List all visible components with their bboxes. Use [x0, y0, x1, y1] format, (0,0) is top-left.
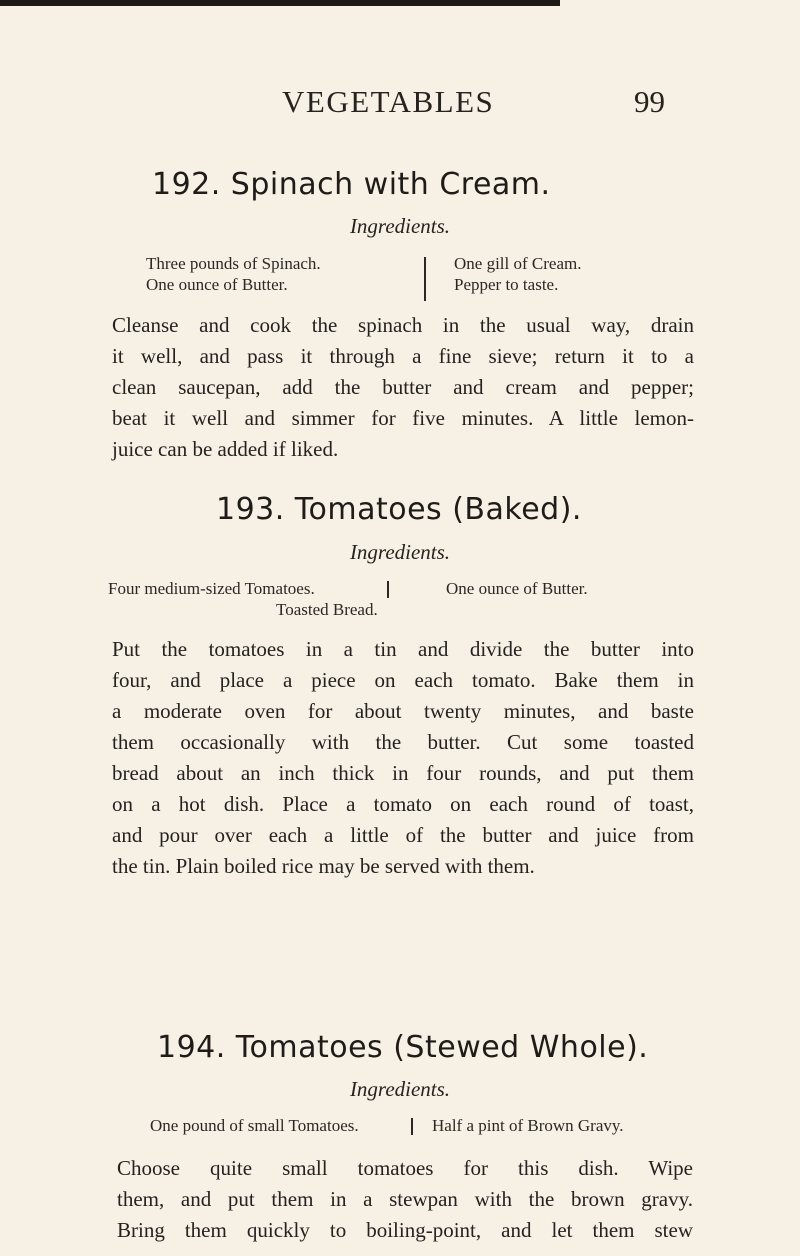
ingredients-divider — [411, 1118, 413, 1135]
text-line: it well, and pass it through a fine sieve; return it to a — [112, 344, 694, 368]
ingredient-item: Toasted Bread. — [276, 600, 378, 619]
ingredients-left-column — [146, 253, 321, 295]
ingredients-heading-194: Ingredients. — [349, 1077, 451, 1101]
ingredient-item: Four medium-sized Tomatoes. — [108, 579, 315, 598]
text-line: them, and put them in a stewpan with the brown gravy. — [117, 1187, 693, 1211]
recipe-title-194 — [0, 1030, 800, 1065]
recipe-title-192 — [0, 167, 800, 202]
method-paragraph-192 — [112, 310, 694, 465]
ingredients-center — [276, 599, 378, 620]
ingredients-right-column — [454, 253, 581, 295]
ingredients-right-column — [432, 1115, 624, 1136]
ingredient-item: One gill of Cream. — [454, 254, 582, 273]
text-line: Bring them quickly to boiling-point, and let them stew — [117, 1218, 693, 1242]
ingredient-item: One ounce of Butter. — [446, 579, 588, 598]
running-title: VEGETABLES — [282, 84, 495, 119]
ingredients-divider — [387, 581, 389, 598]
recipe-number: 192. — [152, 167, 221, 202]
ingredient-item: Pepper to taste. — [454, 275, 559, 294]
recipe-name: Tomatoes (Stewed Whole). — [235, 1030, 649, 1065]
recipe-number: 193. — [216, 492, 285, 527]
text-line: and pour over each a little of the butter and juice from — [112, 823, 694, 847]
recipe-name: Spinach with Cream. — [230, 167, 551, 202]
ingredient-item: Three pounds of Spinach. — [146, 254, 321, 273]
recipe-title-193 — [0, 492, 800, 527]
ingredients-heading-192: Ingredients. — [349, 214, 451, 238]
text-line: beat it well and simmer for five minutes. A little lemon- — [112, 406, 694, 430]
ingredient-item: Half a pint of Brown Gravy. — [432, 1116, 624, 1135]
text-line: Put the tomatoes in a tin and divide the butter into — [112, 637, 694, 661]
text-line: Cleanse and cook the spinach in the usual way, drain — [112, 313, 694, 337]
text-line: the tin. Plain boiled rice may be served with them. — [112, 854, 535, 878]
ingredient-item: One ounce of Butter. — [146, 275, 288, 294]
method-paragraph-193 — [112, 634, 694, 882]
running-head — [0, 84, 800, 124]
ingredients-left-column — [150, 1115, 359, 1136]
text-line: four, and place a piece on each tomato. Bake them in — [112, 668, 694, 692]
ingredients-divider — [424, 257, 426, 301]
text-line: bread about an inch thick in four rounds, and put them — [112, 761, 694, 785]
recipe-name: Tomatoes (Baked). — [294, 492, 582, 527]
text-line: Choose quite small tomatoes for this dish. Wipe — [117, 1156, 693, 1180]
ingredient-item: One pound of small Tomatoes. — [150, 1116, 359, 1135]
ingredients-heading-193: Ingredients. — [349, 540, 451, 564]
text-line: clean saucepan, add the butter and cream and pepper; — [112, 375, 694, 399]
recipe-number: 194. — [157, 1030, 226, 1065]
method-paragraph-194 — [117, 1153, 693, 1246]
text-line: on a hot dish. Place a tomato on each round of toast, — [112, 792, 694, 816]
top-edge-rule — [0, 0, 560, 6]
ingredients-right-column — [446, 578, 588, 599]
ingredients-left-column — [108, 578, 315, 599]
page-number: 99 — [634, 84, 665, 119]
text-line: them occasionally with the butter. Cut some toasted — [112, 730, 694, 754]
text-line: juice can be added if liked. — [112, 437, 339, 461]
text-line: a moderate oven for about twenty minutes, and baste — [112, 699, 694, 723]
